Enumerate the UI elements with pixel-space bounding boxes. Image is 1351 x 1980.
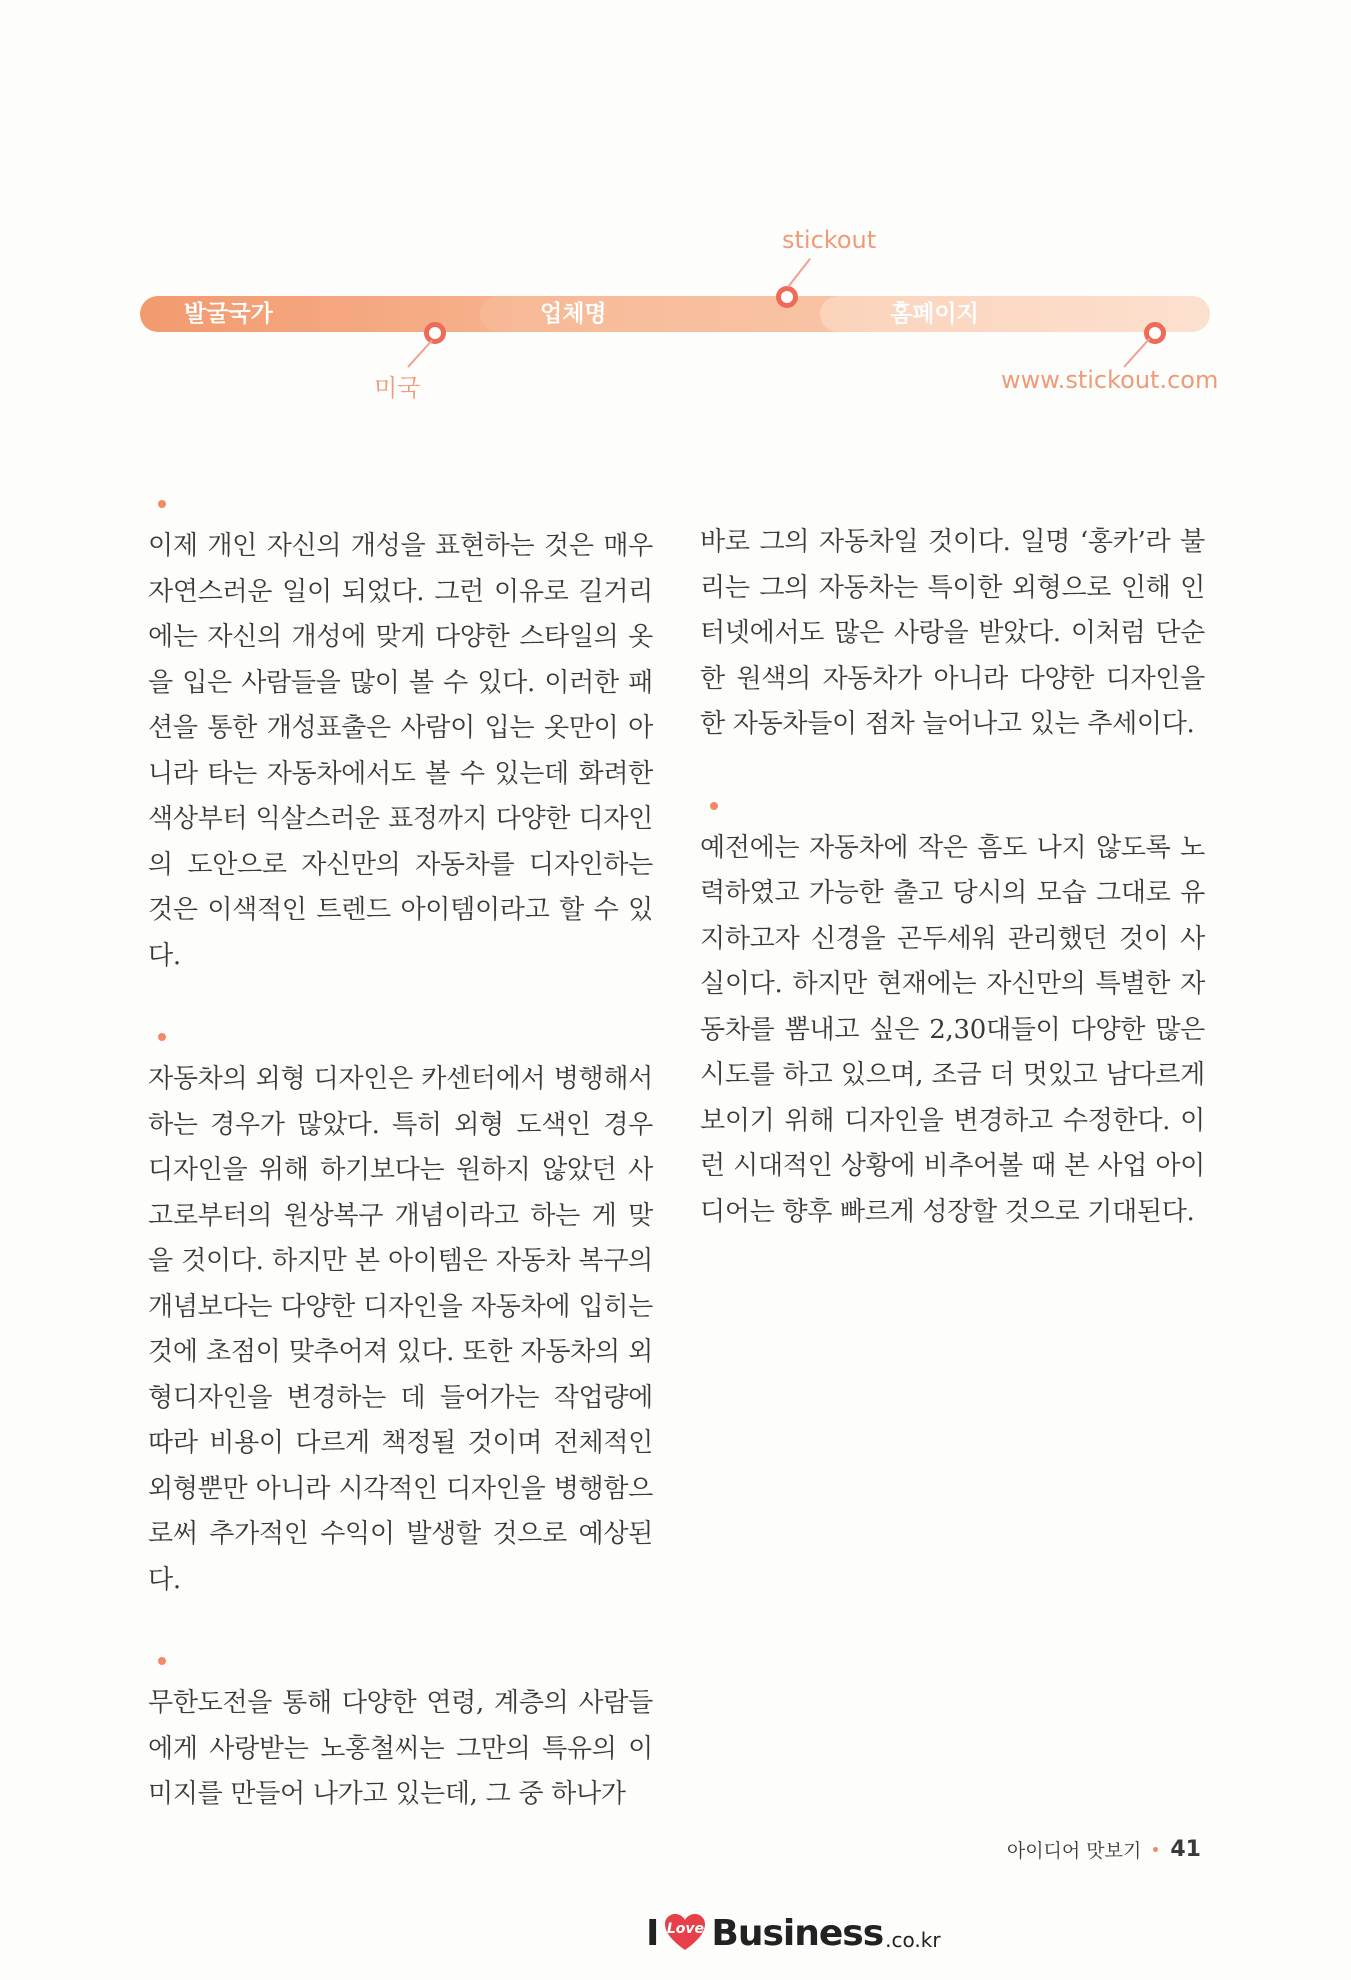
- left-column: [148, 500, 653, 1872]
- section-name: 아이디어 맛보기: [1006, 1840, 1142, 1862]
- paragraph: [148, 1657, 653, 1818]
- label-company: 업체명: [540, 301, 607, 327]
- logo-i: I: [646, 1913, 660, 1954]
- leader-company: [787, 258, 811, 288]
- bullet-dot-icon: [158, 500, 166, 508]
- paragraph-text: 바로 그의 자동차일 것이다. 일명 ‘홍카’라 불리는 그의 자동차는 특이한 외형으로 인해 인터넷에서도 많은 사랑을 받았다. 이처럼 단순한 원색의 자동차가 아니라 다양한 디자인을 한 자동차들이 점차 늘어나고 있는 추세이다.: [700, 527, 1205, 739]
- paragraph-text: 예전에는 자동차에 작은 흠도 나지 않도록 노력하였고 가능한 출고 당시의 모습 그대로 유지하고자 신경을 곤두세워 관리했던 것이 사실이다. 하지만 현재에는 자신만의 특별한 자동차를 뽐내고 싶은 2,30대들이 다양한 많은 시도를 하고 있으며, 조금 더 멋있고 남다르게 보이기 위해 디자인을 변경하고 수정한다. 이런 시대적인 상황에 비추어볼 때 본 사업 아이디어는 향후 빠르게 성장할 것으로 기대된다.: [700, 832, 1205, 1227]
- info-bar: [0, 0, 1351, 420]
- marker-country-dot: [424, 322, 446, 344]
- bullet-dot-icon: [158, 1657, 166, 1665]
- brand-logo: [646, 1912, 941, 1952]
- running-footer: [1007, 1836, 1201, 1863]
- value-company: stickout: [782, 226, 877, 254]
- page-number: 41: [1170, 1837, 1201, 1862]
- paragraph-continuation: [700, 520, 1205, 748]
- value-country: 미국: [374, 374, 421, 402]
- bullet-dot-icon: [710, 802, 718, 810]
- marker-company-dot: [776, 286, 798, 308]
- bullet-dot-icon: [158, 1033, 166, 1041]
- logo-business: Business: [711, 1913, 884, 1954]
- logo-domain: .co.kr: [885, 1928, 941, 1952]
- right-column: [700, 520, 1205, 1289]
- leader-country: [407, 340, 433, 368]
- footer-dot-icon: [1153, 1847, 1158, 1852]
- value-homepage: www.stickout.com: [1001, 366, 1219, 394]
- bar-segment-company: [480, 296, 860, 332]
- paragraph-text: 이제 개인 자신의 개성을 표현하는 것은 매우 자연스러운 일이 되었다. 그런 이유로 길거리에는 자신의 개성에 맞게 다양한 스타일의 옷을 입은 사람들을 많이 볼 수 있다. 이러한 패션을 통한 개성표출은 사람이 입는 옷만이 아니라 타는 자동차에서도 볼 수 있는데 화려한 색상부터 익살스러운 표정까지 다양한 디자인의 도안으로 자신만의 자동차를 디자인하는 것은 이색적인 트렌드 아이템이라고 할 수 있다.: [148, 531, 653, 971]
- paragraph: [148, 500, 653, 979]
- logo-love: Love: [666, 1921, 704, 1937]
- label-homepage: 홈페이지: [890, 301, 979, 327]
- paragraph-text: 무한도전을 통해 다양한 연령, 계층의 사람들에게 사랑받는 노홍철씨는 그만의 특유의 이미지를 만들어 나가고 있는데, 그 중 하나가: [148, 1688, 653, 1809]
- leader-homepage: [1123, 338, 1150, 368]
- heart-icon: [663, 1912, 707, 1952]
- paragraph-text: 자동차의 외형 디자인은 카센터에서 병행해서 하는 경우가 많았다. 특히 외형 도색인 경우 디자인을 위해 하기보다는 원하지 않았던 사고로부터의 원상복구 개념이라고 하는 게 맞을 것이다. 하지만 본 아이템은 자동차 복구의 개념보다는 다양한 디자인을 자동차에 입히는 것에 초점이 맞추어져 있다. 또한 자동차의 외형디자인을 변경하는 데 들어가는 작업량에 따라 비용이 다르게 책정될 것이며 전체적인 외형뿐만 아니라 시각적인 디자인을 병행함으로써 추가적인 수익이 발생할 것으로 예상된다.: [148, 1064, 653, 1595]
- paragraph: [148, 1033, 653, 1603]
- paragraph: [700, 802, 1205, 1236]
- label-country: 발굴국가: [184, 301, 273, 327]
